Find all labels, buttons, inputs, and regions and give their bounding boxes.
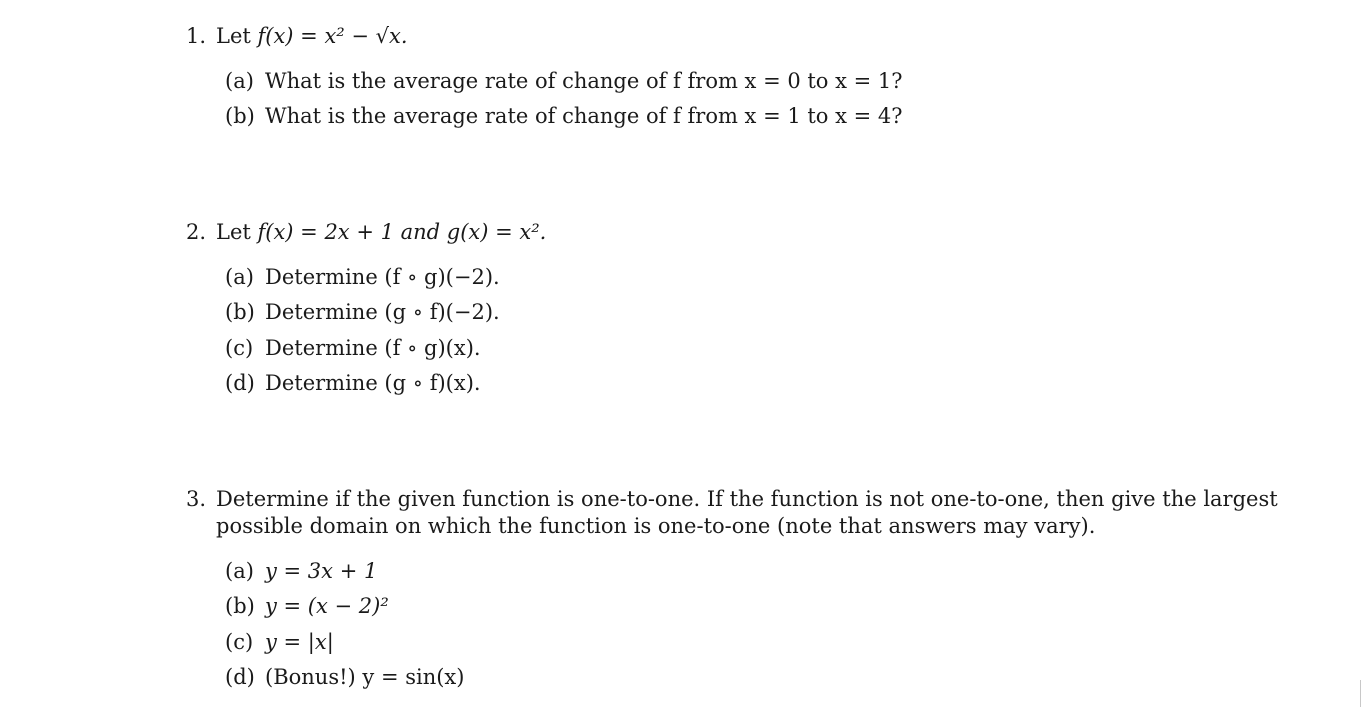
part-label: (b) — [225, 300, 255, 324]
part-text: Determine (g ∘ f)(x). — [265, 371, 481, 395]
part-label: (a) — [225, 559, 254, 583]
problem-3-statement-line-1 — [186, 486, 1278, 512]
problem-statement-prefix: Let — [216, 220, 251, 244]
problem-3-part-d — [225, 664, 464, 690]
problem-2-part-c — [225, 335, 481, 361]
problem-1-statement — [186, 23, 408, 49]
part-text: What is the average rate of change of f from x = 1 to x = 4? — [265, 104, 903, 128]
part-text: Determine (g ∘ f)(−2). — [265, 300, 500, 324]
part-label: (a) — [225, 69, 254, 93]
part-text: y = 3x + 1 — [265, 559, 378, 583]
part-text: (Bonus!) y = sin(x) — [265, 665, 465, 689]
part-text: What is the average rate of change of f from x = 0 to x = 1? — [265, 69, 903, 93]
problem-2-part-d — [225, 370, 481, 396]
part-label: (d) — [225, 665, 255, 689]
part-label: (c) — [225, 336, 254, 360]
problem-2-part-b — [225, 299, 500, 325]
problem-3-part-b — [225, 593, 389, 619]
problem-1-part-a — [225, 68, 903, 94]
problem-statement-math: f(x) = x² − √x. — [257, 24, 408, 48]
problem-statement-text: Determine if the given function is one-to-one. If the function is not one-to-one, then give the largest — [216, 487, 1278, 511]
part-label: (b) — [225, 594, 255, 618]
problem-statement-math: f(x) = 2x + 1 and g(x) = x². — [257, 220, 547, 244]
part-label: (c) — [225, 630, 254, 654]
problem-number: 1. — [186, 24, 207, 48]
part-text: y = (x − 2)² — [265, 594, 389, 618]
problem-3-part-a — [225, 558, 377, 584]
problem-2-part-a — [225, 264, 500, 290]
part-text: Determine (f ∘ g)(x). — [265, 336, 481, 360]
part-label: (a) — [225, 265, 254, 289]
problem-1-part-b — [225, 103, 903, 129]
problem-3-statement-line-2 — [216, 513, 1095, 539]
part-text: y = |x| — [265, 630, 334, 654]
problem-number: 3. — [186, 487, 207, 511]
problem-2-statement — [186, 219, 546, 245]
part-label: (d) — [225, 371, 255, 395]
problem-statement-text: possible domain on which the function is one-to-one (note that answers may vary). — [216, 514, 1096, 538]
part-label: (b) — [225, 104, 255, 128]
problem-statement-prefix: Let — [216, 24, 251, 48]
problem-3-part-c — [225, 629, 334, 655]
part-text: Determine (f ∘ g)(−2). — [265, 265, 500, 289]
problem-number: 2. — [186, 220, 207, 244]
page-edge-divider — [1360, 680, 1365, 707]
